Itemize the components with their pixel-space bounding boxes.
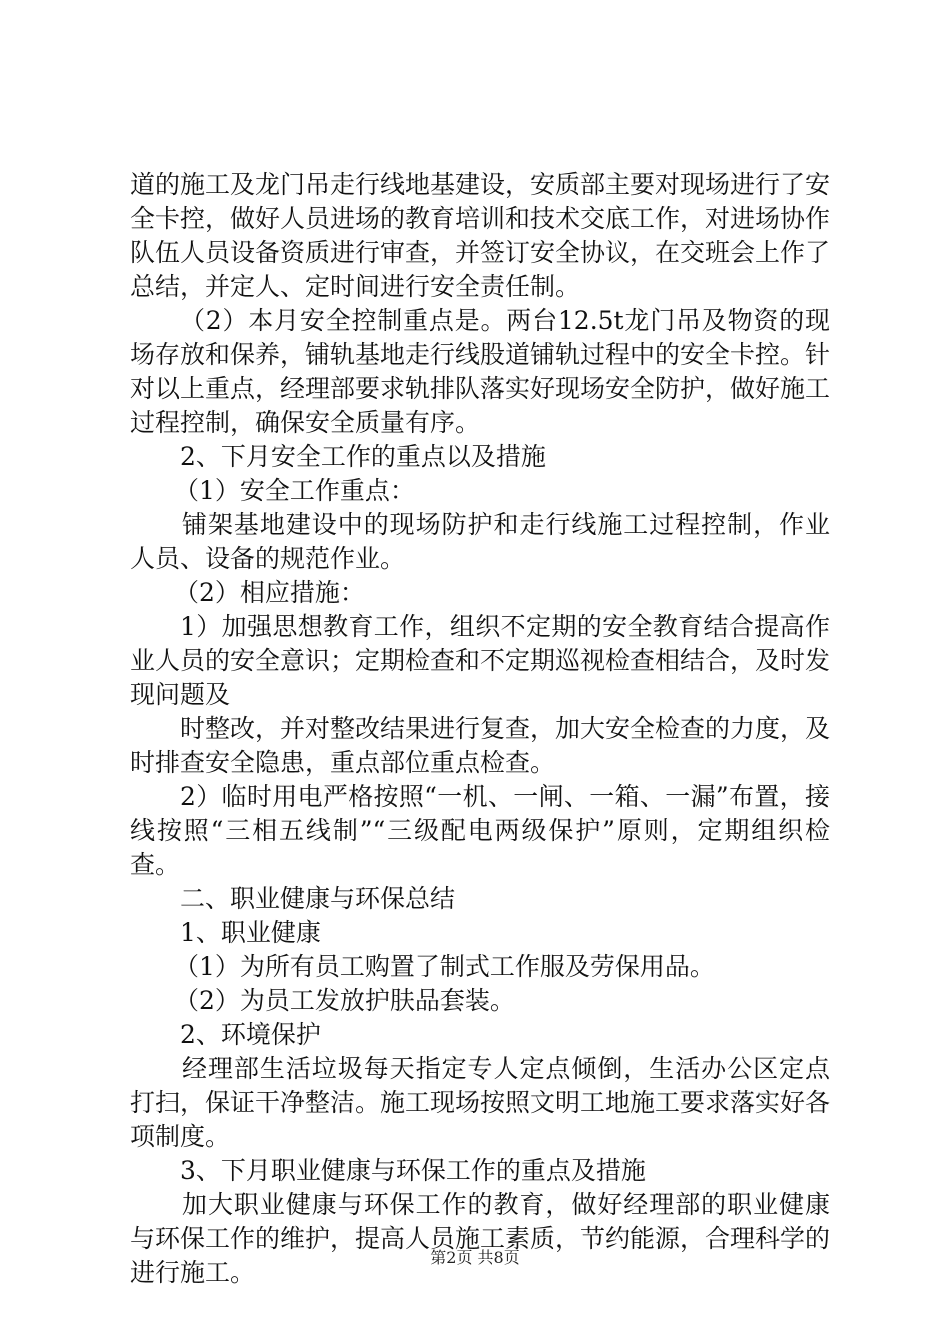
subheading-occupational-health: 1、职业健康 [180,918,321,947]
subheading-environment: 2、环境保护 [180,1020,321,1049]
subheading-next-month-health: 3、下月职业健康与环保工作的重点及措施 [180,1156,646,1185]
paragraph-continuation: 道的施工及龙门吊走行线地基建设，安质部主要对现场进行了安全卡控，做好人员进场的教育培训和技术交底工作，对进场协作队伍人员设备资质进行审查，并签订安全协议，在交班会上作了总结，并定人、定时间进行安全责任制。 [130,170,831,301]
heading-health-environment: 二、职业健康与环保总结 [180,884,456,913]
paragraph-safety-focus: 铺架基地建设中的现场防护和走行线施工过程控制，作业人员、设备的规范作业。 [130,510,830,573]
paragraph-health-2: （2）为员工发放护肤品套装。 [174,986,515,1015]
paragraph-next-month-health: 加大职业健康与环保工作的教育，做好经理部的职业健康与环保工作的维护，提高人员施工素质，节约能源，合理科学的进行施工。 [130,1190,831,1287]
paragraph-measure-1-cont: 时整改，并对整改结果进行复查，加大安全检查的力度，及时排查安全隐患，重点部位重点检查。 [130,714,831,777]
document-body [130,168,830,1290]
subheading-safety-focus: （1）安全工作重点： [174,476,415,505]
paragraph-health-1: （1）为所有员工购置了制式工作服及劳保用品。 [174,952,715,981]
page-footer: 第2页 共8页 [430,1248,520,1267]
paragraph-measure-1: 1）加强思想教育工作，组织不定期的安全教育结合提高作业人员的安全意识；定期检查和不定期巡视检查相结合，及时发现问题及 [130,612,831,709]
paragraph-environment: 经理部生活垃圾每天指定专人定点倾倒，生活办公区定点打扫，保证干净整洁。施工现场按照文明工地施工要求落实好各项制度。 [130,1054,831,1151]
subheading-measures: （2）相应措施： [174,578,365,607]
heading-next-month-safety: 2、下月安全工作的重点以及措施 [180,442,546,471]
paragraph-measure-2: 2）临时用电严格按照“一机、一闸、一箱、一漏”布置，接线按照“三相五线制”“三级配电两级保护”原则，定期组织检查。 [130,782,830,879]
paragraph-control-focus: （2）本月安全控制重点是。两台12.5t龙门吊及物资的现场存放和保养，铺轨基地走行线股道铺轨过程中的安全卡控。针对以上重点，经理部要求轨排队落实好现场安全防护，做好施工过程控制，确保安全质量有序。 [130,306,831,437]
